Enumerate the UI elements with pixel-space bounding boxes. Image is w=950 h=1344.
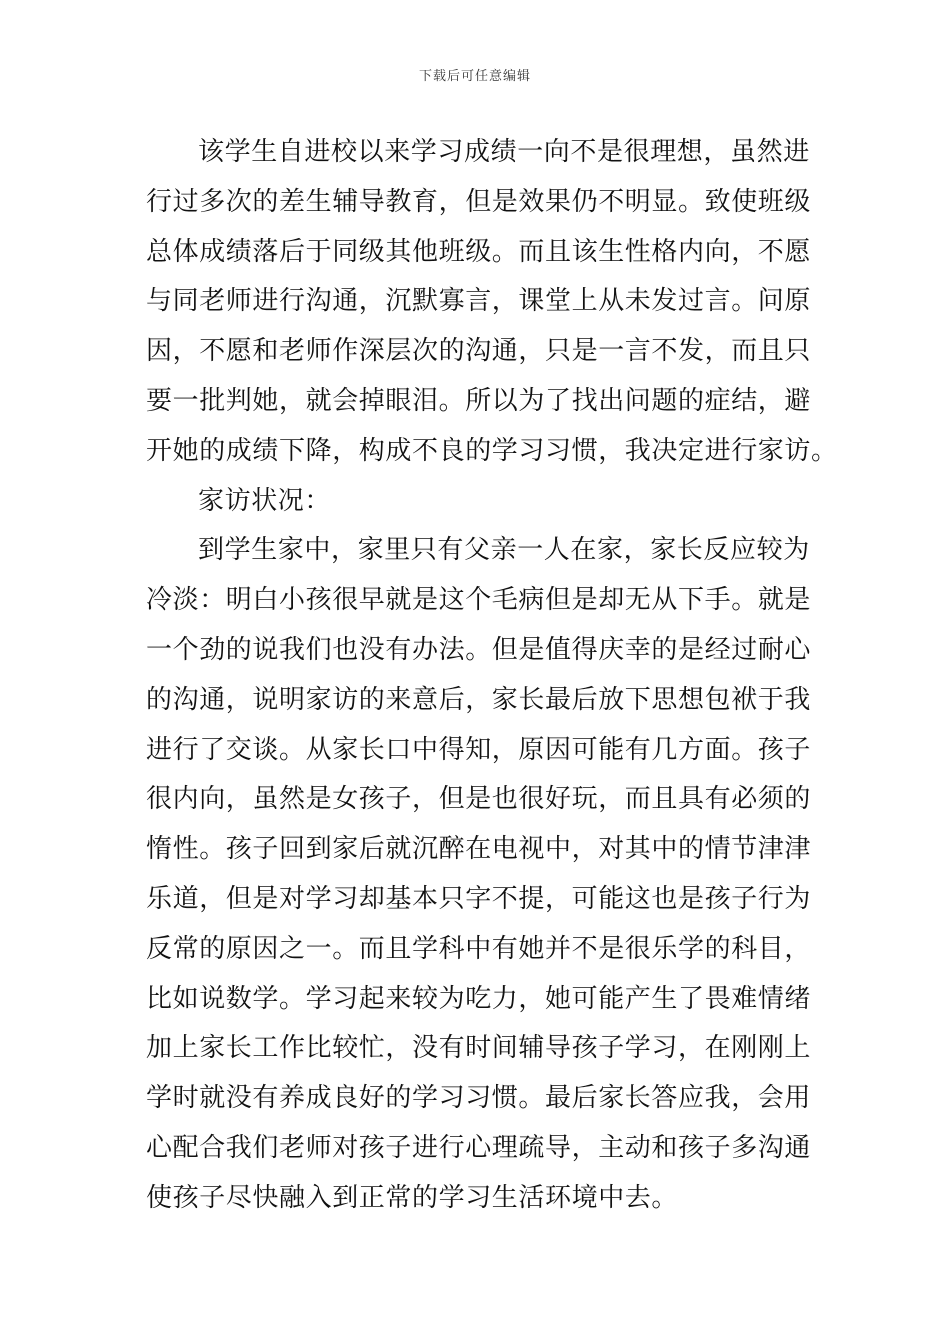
paragraph-1-line-5: 因，不愿和老师作深层次的沟通，只是一言不发，而且只 <box>146 336 812 367</box>
paragraph-2-line-8: 乐道，但是对学习却基本只字不提，可能这也是孩子行为 <box>146 883 812 914</box>
paragraph-1-line-1: 该学生自进校以来学习成绩一向不是很理想，虽然进 <box>198 137 810 167</box>
paragraph-2-line-14: 使孩子尽快融入到正常的学习生活环境中去。 <box>146 1182 679 1213</box>
document-body <box>146 128 838 1224</box>
paragraph-2-line-12: 学时就没有养成良好的学习习惯。最后家长答应我，会用 <box>146 1083 812 1114</box>
paragraph-2-line-2: 冷淡：明白小孩很早就是这个毛病但是却无从下手。就是 <box>146 585 812 616</box>
paragraph-2-line-11: 加上家长工作比较忙，没有时间辅导孩子学习，在刚刚上 <box>146 1033 812 1064</box>
paragraph-1-line-7: 开她的成绩下降，构成不良的学习习惯，我决定进行家访。 <box>146 435 838 466</box>
paragraph-2-line-4: 的沟通，说明家访的来意后，家长最后放下思想包袱于我 <box>146 684 812 715</box>
paragraph-2-line-13: 心配合我们老师对孩子进行心理疏导，主动和孩子多沟通 <box>146 1132 812 1163</box>
paragraph-2-line-3: 一个劲的说我们也没有办法。但是值得庆幸的是经过耐心 <box>146 634 812 665</box>
paragraph-1-line-4: 与同老师进行沟通，沉默寡言，课堂上从未发过言。问原 <box>146 286 812 317</box>
paragraph-1-line-6: 要一批判她，就会掉眼泪。所以为了找出问题的症结，避 <box>146 385 812 416</box>
paragraph-2-line-6: 很内向，虽然是女孩子，但是也很好玩，而且具有必须的 <box>146 784 812 815</box>
page-header: 下载后可任意编辑 <box>418 69 531 84</box>
paragraph-1-line-2: 行过多次的差生辅导教育，但是效果仍不明显。致使班级 <box>146 186 812 217</box>
paragraph-1-line-3: 总体成绩落后于同级其他班级。而且该生性格内向，不愿 <box>146 236 812 267</box>
paragraph-2-line-1: 到学生家中，家里只有父亲一人在家，家长反应较为 <box>198 535 810 566</box>
paragraph-2-line-7: 惰性。孩子回到家后就沉醉在电视中，对其中的情节津津 <box>146 834 812 865</box>
section-heading-home-visit: 家访状况： <box>198 485 332 516</box>
paragraph-2-line-9: 反常的原因之一。而且学科中有她并不是很乐学的科目， <box>146 933 812 964</box>
paragraph-2-line-5: 进行了交谈。从家长口中得知，原因可能有几方面。孩子 <box>146 734 812 765</box>
paragraph-2-line-10: 比如说数学。学习起来较为吃力，她可能产生了畏难情绪 <box>146 983 812 1014</box>
